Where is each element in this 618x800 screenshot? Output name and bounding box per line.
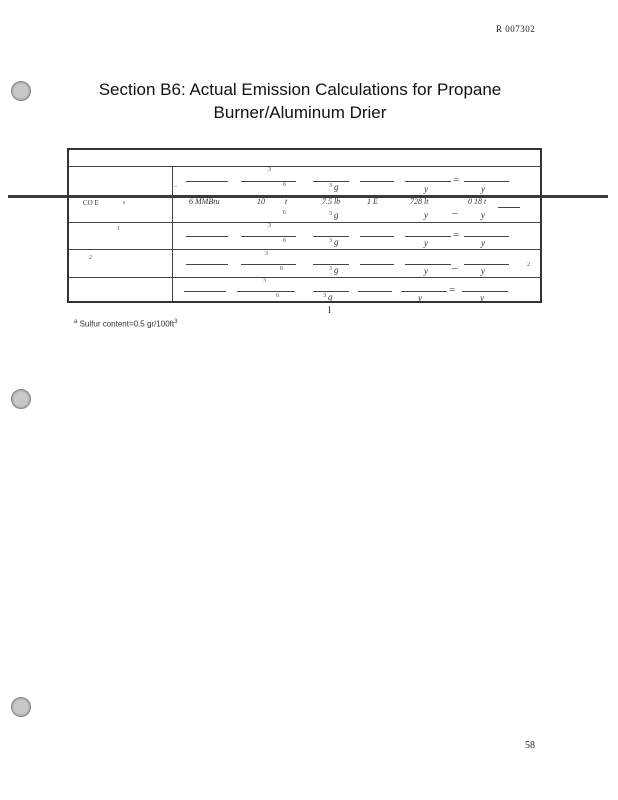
row-label-co: CO E (83, 199, 99, 207)
unit-y: y (424, 210, 428, 220)
fraction-line (237, 291, 295, 292)
unit-g: g (334, 182, 339, 192)
table-row-divider (68, 249, 542, 250)
unit-g: g (334, 210, 339, 220)
stray-mark: _ (174, 182, 177, 188)
row-mark: 2 (89, 255, 92, 261)
tick-mark: I (328, 305, 331, 315)
unit-y: y (424, 184, 428, 194)
fraction-line (313, 236, 349, 237)
fraction-line (464, 264, 509, 265)
table-column-divider (172, 167, 173, 302)
superscript-6: 6 (283, 238, 286, 244)
unit-y: y (481, 210, 485, 220)
unit-g: g (334, 237, 339, 247)
document-reference-number: R 007302 (496, 24, 536, 34)
unit-y: y (424, 238, 428, 248)
fraction-line (186, 236, 228, 237)
section-title-line-2: Burner/Aluminum Drier (213, 103, 387, 122)
unit-y: y (480, 293, 484, 303)
fraction-line (313, 181, 349, 182)
equals-sign: = (453, 229, 460, 241)
superscript-3: 3 (268, 223, 271, 229)
page-number: 58 (525, 740, 535, 751)
fraction-line (360, 264, 394, 265)
value-mmbtu: 6 MMBtu (189, 197, 220, 206)
superscript-6: 6 (276, 293, 279, 299)
value-1e: 1 E (367, 197, 378, 206)
fraction-line (464, 236, 509, 237)
equals-sign: = (453, 174, 460, 186)
fraction-line (358, 291, 392, 292)
value-7-5lb: 7.5 lb (322, 197, 341, 206)
superscript-3: 3 (329, 211, 332, 217)
superscript-6: 6 (283, 182, 286, 188)
fraction-line (184, 291, 226, 292)
footnote-text: Sulfur content=0.5 gr/100ft (79, 319, 175, 329)
binder-hole (11, 389, 31, 409)
value-728: 728 lt (410, 197, 429, 206)
fraction-line (464, 181, 509, 182)
fraction-line (360, 236, 394, 237)
unit-y: y (424, 266, 428, 276)
binder-hole (11, 81, 31, 101)
fraction-line (405, 181, 451, 182)
superscript-6: 6 (280, 266, 283, 272)
unit-y: y (481, 238, 485, 248)
row-mark: s (123, 200, 126, 206)
fraction-line (462, 291, 508, 292)
equals-sign: _ (452, 203, 458, 215)
unit-y: y (418, 293, 422, 303)
superscript-3: 3 (323, 293, 326, 299)
footnote-superscript: 3 (174, 319, 178, 325)
section-title-line-1: Section B6: Actual Emission Calculations for Propane (98, 80, 502, 99)
unit-g: g (328, 292, 333, 302)
table-row-divider (68, 166, 542, 167)
unit-y: y (481, 266, 485, 276)
margin-mark: 2 (527, 262, 530, 268)
footnote-marker: a (74, 319, 78, 325)
superscript-3: 3 (263, 278, 266, 284)
fraction-line (401, 291, 447, 292)
fraction-line (241, 236, 296, 237)
equals-sign: = (449, 284, 456, 296)
emission-calc-table (67, 148, 542, 303)
table-row-divider (68, 277, 542, 278)
fraction-line (186, 181, 228, 182)
superscript-3: 3 (329, 183, 332, 189)
fraction-line (360, 181, 394, 182)
value-018: 0 18 t (468, 197, 487, 206)
fraction-line (405, 264, 451, 265)
unit-g: g (334, 265, 339, 275)
value-t: t (285, 197, 288, 206)
superscript-3: 3 (265, 251, 268, 257)
fraction-line (498, 207, 520, 208)
superscript-3: 3 (329, 238, 332, 244)
section-title (60, 78, 540, 124)
superscript-6: 6 (283, 210, 286, 216)
superscript-3: 3 (329, 266, 332, 272)
binder-hole (11, 697, 31, 717)
row-mark: 1 (117, 226, 120, 232)
fraction-line (313, 264, 349, 265)
fraction-line (186, 264, 228, 265)
equals-sign: _ (452, 258, 458, 270)
value-10: 10 (257, 197, 265, 206)
table-row-divider (68, 222, 542, 223)
footnote (74, 319, 177, 329)
unit-y: y (481, 184, 485, 194)
fraction-line (405, 236, 451, 237)
superscript-3: 3 (268, 167, 271, 173)
fraction-line (241, 264, 296, 265)
fraction-line (241, 181, 296, 182)
